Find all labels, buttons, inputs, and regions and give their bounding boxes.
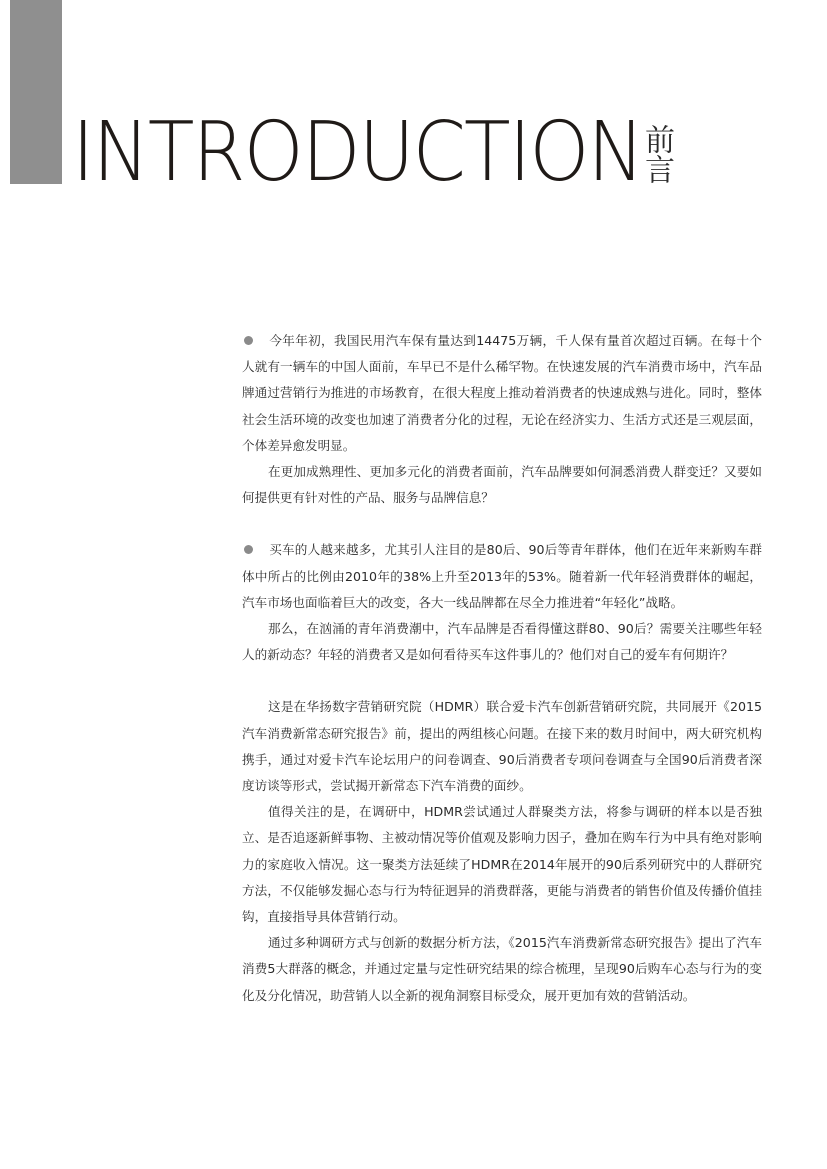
header-gray-bar [10,0,62,184]
page-subtitle: 前言 [639,124,674,184]
paragraph: 通过多种调研方式与创新的数据分析方法，《2015汽车消费新常态研究报告》提出了汽车消费5大群落的概念，并通过定量与定性研究结果的综合梳理，呈现90后购车心态与行为的变化及分化情况，助营销人以全新的视角洞察目标受众，展开更加有效的营销活动。 [242,935,762,1003]
paragraph: 那么，在汹涌的青年消费潮中，汽车品牌是否看得懂这群80、90后？需要关注哪些年轻人的新动态？年轻的消费者又是如何看待买车这件事儿的？他们对自己的爱车有何期许？ [242,621,762,663]
bullet-dot-icon [244,545,253,554]
paragraph [242,537,762,616]
paragraph-text: 买车的人越来越多，尤其引人注目的是80后、90后等青年群体，他们在近年来新购车群体中所占的比例由2010年的38%上升至2013年的53%。随着新一代年轻消费群体的崛起，汽车市场也面临着巨大的改变，各大一线品牌都在尽全力推进着“年轻化”战略。 [242,542,762,610]
bullet-dot-icon [244,336,253,345]
paragraph: 在更加成熟理性、更加多元化的消费者面前，汽车品牌要如何洞悉消费人群变迁？又要如何提供更有针对性的产品、服务与品牌信息？ [242,464,762,506]
paragraph-gap [242,511,762,537]
paragraph-text: 今年年初，我国民用汽车保有量达到14475万辆，千人保有量首次超过百辆。在每十个人就有一辆车的中国人面前，车早已不是什么稀罕物。在快速发展的汽车消费市场中，汽车品牌通过营销行为推进的市场教育，在很大程度上推动着消费者的快速成熟与进化。同时，整体社会生活环境的改变也加速了消费者分化的过程，无论在经济实力、生活方式还是三观层面，个体差异愈发明显。 [242,333,762,453]
page-title: INTRODUCTION [72,105,643,200]
paragraph [242,328,762,459]
paragraph: 值得关注的是，在调研中，HDMR尝试通过人群聚类方法，将参与调研的样本以是否独立、是否追逐新鲜事物、主被动情况等价值观及影响力因子，叠加在购车行为中具有绝对影响力的家庭收入情况。这一聚类方法延续了HDMR在2014年展开的90后系列研究中的人群研究方法，不仅能够发掘心态与行为特征迥异的消费群落，更能与消费者的销售价值及传播价值挂钩，直接指导具体营销行动。 [242,804,762,925]
paragraph-gap [242,668,762,694]
body-text [242,328,762,1009]
paragraph: 这是在华扬数字营销研究院（HDMR）联合爱卡汽车创新营销研究院，共同展开《2015汽车消费新常态研究报告》前，提出的两组核心问题。在接下来的数月时间中，两大研究机构携手，通过对爱卡汽车论坛用户的问卷调查、90后消费者专项问卷调查与全国90后消费者深度访谈等形式，尝试揭开新常态下汽车消费的面纱。 [242,699,762,794]
